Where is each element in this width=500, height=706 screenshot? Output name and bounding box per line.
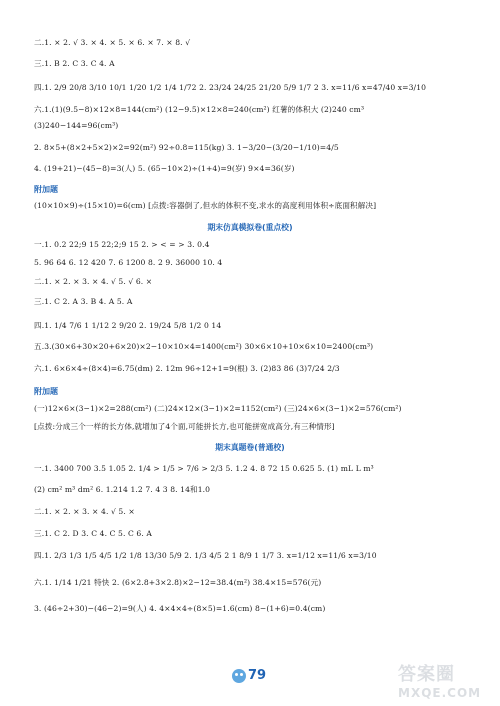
answer-line: 5. 96 64 6. 12 420 7. 6 1200 8. 2 9. 36000 10. 4 <box>34 258 223 267</box>
answer-line: 二.1. × 2. × 3. × 4. √ 5. × <box>34 507 135 516</box>
exam-heading: 期末真题卷(普通校) <box>215 443 285 452</box>
answer-line: (一)12×6×(3−1)×2=288(cm²) (二)24×12×(3−1)×2=1152(cm²) (三)24×6×(3−1)×2=576(cm²) <box>34 404 402 413</box>
answer-line: 一.1. 3400 700 3.5 1.05 2. 1/4 > 1/5 > 7/6 > 2/3 5. 1.2 4. 8 72 15 0.625 5. (1) mL L m³ <box>34 464 374 473</box>
answer-line: 二.1. × 2. × 3. × 4. √ 5. √ 6. × <box>34 277 153 286</box>
section-title-extra: 附加题 <box>34 185 58 194</box>
answer-line: [点拨:分成三个一样的长方体,就增加了4个面,可能拼长方,也可能拼宽成高分,有三种情形] <box>34 422 335 431</box>
watermark-text: 答案圈 <box>398 664 455 685</box>
answer-line: 六.1. 6×6×4÷(8×4)=6.75(dm) 2. 12m 96÷12+1=9(根) 3. (2)83 86 (3)7/24 2/3 <box>34 364 340 373</box>
answer-line: 四.1. 2/9 20/8 3/10 10/1 1/20 1/2 1/4 1/72 2. 23/24 24/25 21/20 5/9 1/7 2 3. x=11/6 x=47/40 x=3/10 <box>34 83 427 92</box>
mascot-icon <box>232 669 246 683</box>
page-number <box>232 668 266 683</box>
answer-line: 2. 8×5+(8×2+5×2)×2=92(m²) 92÷0.8=115(kg) 3. 1−3/20−(3/20−1/10)=4/5 <box>34 143 339 152</box>
answer-line: 4. (19+21)−(45−8)=3(人) 5. (65−10×2)÷(1+4)=9(岁) 9×4=36(岁) <box>34 164 295 173</box>
answer-line: 二.1. × 2. √ 3. × 4. × 5. × 6. × 7. × 8. √ <box>34 38 191 47</box>
page-number-text: 79 <box>248 668 267 683</box>
exam-heading: 期末仿真模拟卷(重点校) <box>207 223 293 232</box>
answer-line: (3)240−144=96(cm³) <box>34 121 119 130</box>
answer-line: 三.1. C 2. A 3. B 4. A 5. A <box>34 297 133 306</box>
answer-line: 六.1. 1/14 1/21 特快 2. (6×2.8+3×2.8)×2−12=38.4(m²) 38.4×15=576(元) <box>34 578 322 587</box>
answer-line: 六.1.(1)(9.5−8)×12×8=144(cm²) (12−9.5)×12×8=240(cm²) 红薯的体积大 (2)240 cm³ <box>34 105 365 114</box>
watermark <box>398 660 490 700</box>
answer-line: 3. (46÷2+30)−(46−2)=9(人) 4. 4×4×4÷(8×5)=1.6(cm) 8−(1+6)=0.4(cm) <box>34 604 326 613</box>
answer-line: (10×10×9)÷(15×10)=6(cm) [点拨:容器倒了,但水的体积不变,求水的高度利用体积÷底面积解决] <box>34 201 377 210</box>
answer-line: 一.1. 0.2 22;9 15 22;2;9 15 2. > < = > 3. 0.4 <box>34 240 210 249</box>
answer-line: 三.1. B 2. C 3. C 4. A <box>34 59 115 68</box>
answer-line: 三.1. C 2. D 3. C 4. C 5. C 6. A <box>34 529 152 538</box>
answer-line: 四.1. 2/3 1/3 1/5 4/5 1/2 1/8 13/30 5/9 2. 1/3 4/5 2 1 8/9 1 1/7 3. x=1/12 x=11/6 x=3/10 <box>34 551 377 560</box>
watermark-url: MXQE.COM <box>398 686 482 700</box>
section-title-extra: 附加题 <box>34 387 58 396</box>
answer-line: 四.1. 1/4 7/6 1 1/12 2 9/20 2. 19/24 5/8 1/2 0 14 <box>34 321 222 330</box>
answer-line: (2) cm² m³ dm² 6. 1.214 1.2 7. 4 3 8. 14和1.0 <box>34 485 211 494</box>
answer-line: 五.3.(30×6+30×20+6×20)×2−10×10×4=1400(cm²) 30×6×10+10×6×10=2400(cm³) <box>34 342 374 351</box>
